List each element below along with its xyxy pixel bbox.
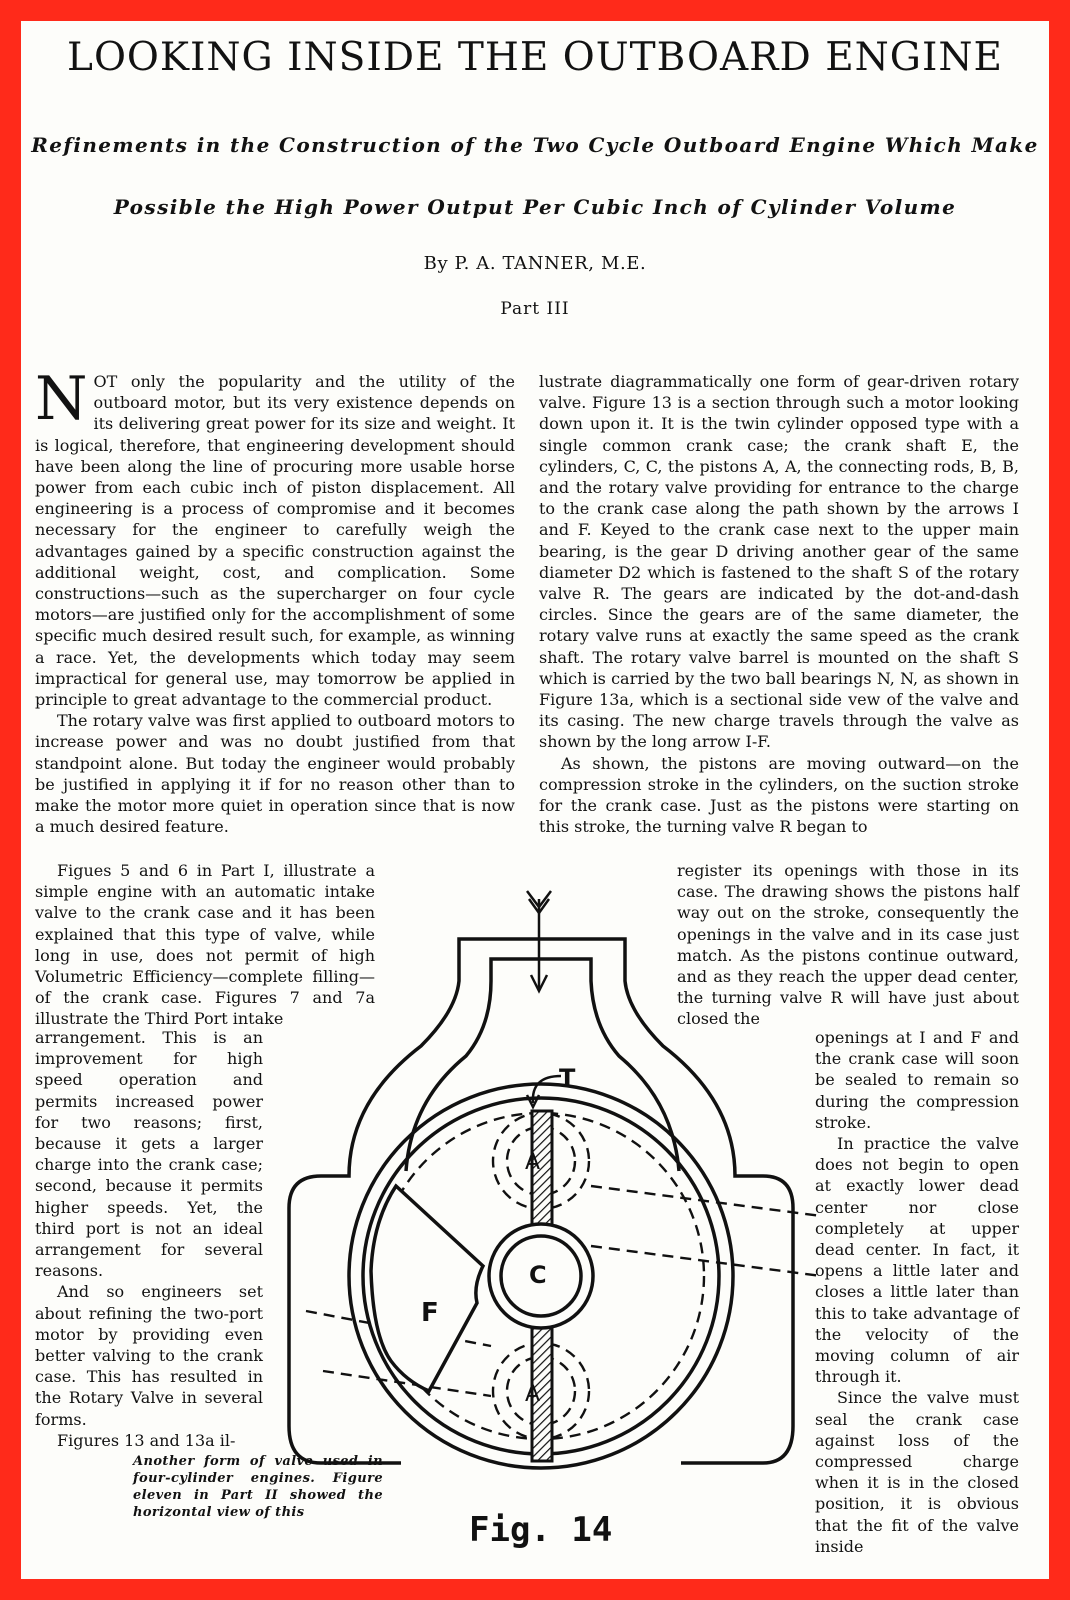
paragraph: Since the valve must seal the crank case against loss of the compressed charge when it is in the closed position, it is obvious that the fit of the valve inside bbox=[815, 1388, 1019, 1556]
subtitle-line-1: Refinements in the Construction of the Two Cycle Outboard Engine Which Make bbox=[31, 133, 1039, 157]
article-title: LOOKING INSIDE THE OUTBOARD ENGINE bbox=[67, 35, 1003, 80]
paragraph: The rotary valve was first applied to outboard motors to increase power and was no doubt justified from that standpoint alone. But today the engineer would probably be justified in applying it if for no reason other than to make the motor more quiet in operation since that is now a much desired feature. bbox=[35, 711, 515, 837]
paragraph: OT only the popularity and the utility of the outboard motor, but its very existence depends on its delivering great power for its size and weight. It is logical, therefore, that engineering development should have been along the line of procuring more usable horse power from each cubic inch of piston displacement. All engineering is a process of compromise and it becomes necessary for the engineer to carefully weigh the advantages gained by a specific construction against the additional weight, cost, and complication. Some constructions—such as the supercharger on four cycle motors—are justified only for the accomplishment of some specific much desired result such, for example, as winning a race. Yet, the developments which today may seem impractical for general use, may tomorrow be applied in principle to great advantage to the commercial product. bbox=[35, 372, 515, 710]
label-c: C bbox=[529, 1261, 547, 1289]
column-right-narrow bbox=[815, 1027, 1019, 1557]
paragraph: lustrate diagrammatically one form of gear-driven rotary valve. Figure 13 is a section through such a motor looking down upon it. It is the twin cylinder opposed type with a single common crank case; the crank shaft E, the cylinders, C, C, the pistons A, A, the connecting rods, B, B, and the rotary valve providing for entrance to the charge to the crank case along the path shown by the arrows I and F. Keyed to the crank case next to the upper main bearing, is the gear D driving another gear of the same diameter D2 which is fastened to the shaft S of the rotary valve R. The gears are indicated by the dot-and-dash circles. Since the gears are of the same diameter, the rotary valve runs at exactly the same speed as the crank shaft. The rotary valve barrel is mounted on the shaft S which is carried by the two ball bearings N, N, as shown in Figure 13a, which is a sectional side vew of the valve and its casing. The new charge travels through the valve as shown by the long arrow I-F. bbox=[539, 372, 1019, 752]
subtitle-line-2: Possible the High Power Output Per Cubic Inch of Cylinder Volume bbox=[113, 195, 957, 219]
magazine-page bbox=[21, 21, 1049, 1579]
figure-label: Fig. 14 bbox=[469, 1510, 613, 1550]
paragraph: And so engineers set about refining the two-port motor by providing even better valving to the crank case. This has resulted in the Rotary Valve in several forms. bbox=[35, 1282, 263, 1429]
byline: By P. A. TANNER, M.E. bbox=[423, 253, 647, 274]
paragraph: openings at I and F and the crank case will soon be sealed to remain so during the compression stroke. bbox=[815, 1028, 1019, 1132]
label-t: T bbox=[559, 1064, 576, 1092]
figure-caption: Another form of valve used in four-cylinder engines. Figure eleven in Part II showed the horizontal view of this bbox=[133, 1454, 383, 1520]
column-left-top bbox=[35, 364, 515, 837]
drop-cap: N bbox=[35, 364, 88, 434]
paragraph: register its openings with those in its case. The drawing shows the pistons half way out on the stroke, consequently the openings in the valve and in its case just match. As the pistons continue outward, and as they reach the upper dead center, the turning valve R will have just about closed the bbox=[677, 861, 1019, 1029]
paragraph: Figues 5 and 6 in Part I, illustrate a simple engine with an automatic intake valve to the crank case and it has been explained that this type of valve, while long in use, does not permit of high Volumetric Efficiency—complete filling—of the crank case. Figures 7 and 7a illustrate the Third Port intake bbox=[35, 861, 375, 1029]
column-right-top bbox=[539, 371, 1019, 837]
port-sector-f bbox=[409, 1396, 431, 1486]
paragraph: In practice the valve does not begin to open at exactly lower dead center nor close completely at upper dead center. In fact, it opens a little later and closes a little later than this to take advantage of the velocity of the moving column of air through it. bbox=[815, 1134, 1019, 1387]
part-label: Part III bbox=[500, 299, 570, 319]
label-f: F bbox=[421, 1298, 439, 1328]
column-left-narrow bbox=[35, 1027, 263, 1451]
label-a-lower: A bbox=[525, 1382, 541, 1407]
paragraph: Figures 13 and 13a il- bbox=[57, 1430, 236, 1450]
label-a-upper: A bbox=[525, 1150, 541, 1175]
paragraph: As shown, the pistons are moving outward—on the compression stroke in the cylinders, on the suction stroke for the crank case. Just as the pistons were starting on this stroke, the turning valve R began to bbox=[539, 753, 1019, 837]
paragraph: arrangement. This is an improvement for high speed operation and permits increased power for two reasons; first, because it gets a larger charge into the crank case; second, because it permits higher speeds. Yet, the third port is not an ideal arrangement for several reasons. bbox=[35, 1028, 263, 1281]
intake-port-sector bbox=[371, 1186, 483, 1391]
section-line bbox=[591, 1246, 821, 1276]
